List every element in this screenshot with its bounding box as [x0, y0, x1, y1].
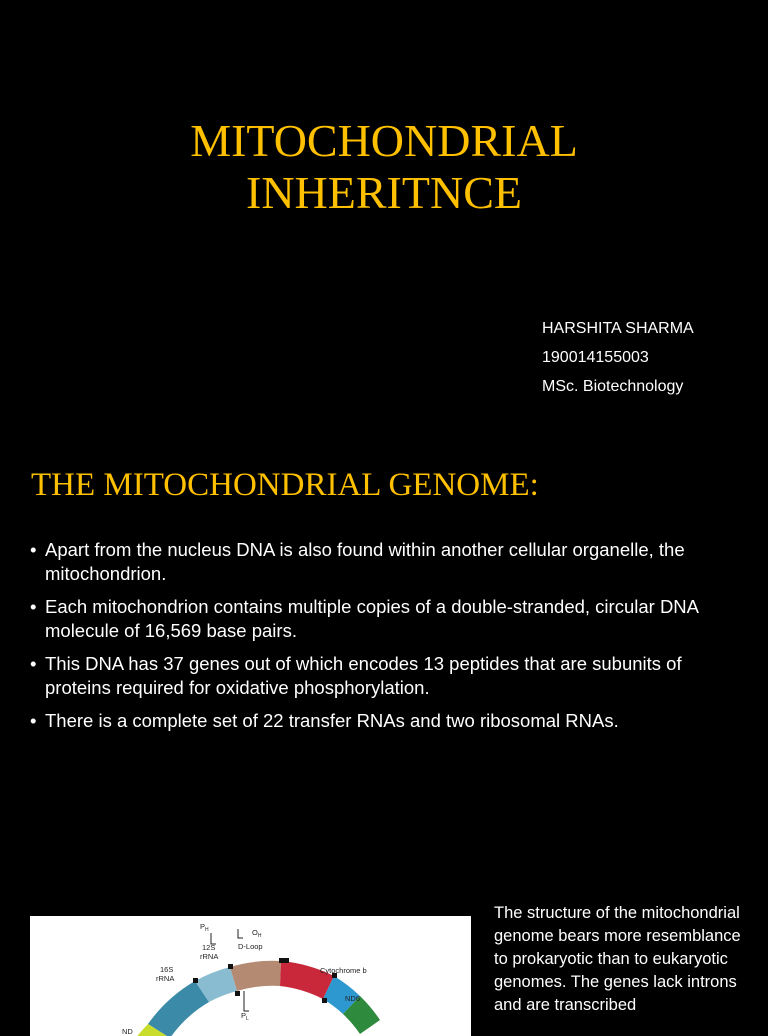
list-item	[30, 538, 745, 586]
bullet-icon: •	[30, 653, 37, 674]
author-course: MSc. Biotechnology	[542, 378, 684, 395]
pl-arrow-icon	[244, 991, 249, 1011]
mtdna-diagram	[30, 916, 471, 1036]
presentation-title	[0, 115, 768, 219]
pl-label: $P_L$	[241, 1011, 249, 1022]
rrna-16s-segment	[148, 981, 209, 1036]
rrna-12s-label-2: rRNA	[200, 952, 219, 961]
dloop-segment	[230, 961, 281, 991]
rrna-12s-label: 12S	[202, 943, 216, 952]
ph-label: $P_H$	[200, 922, 209, 933]
title-line-2: INHERITNCE	[246, 167, 522, 218]
trna-marker	[193, 978, 198, 983]
rrna-16s-label: 16S	[160, 965, 174, 974]
genome-structure-description: The structure of the mitochondrial genome bears more resemblance to prokaryotic than to eukaryotic genomes. The genes lack introns and are transcribed	[494, 904, 741, 1014]
list-item	[30, 652, 745, 700]
list-item	[30, 709, 745, 733]
cytochrome-b-label: Cytochrome b	[320, 966, 367, 975]
bullet-icon: •	[30, 539, 37, 560]
trna-marker	[322, 998, 327, 1003]
bullet-text: There is a complete set of 22 transfer RNAs and two ribosomal RNAs.	[45, 710, 619, 731]
bullet-text: Apart from the nucleus DNA is also found within another cellular organelle, the mitochondrion.	[45, 539, 685, 584]
bullet-list	[30, 538, 745, 742]
rrna-16s-label-2: rRNA	[156, 974, 175, 983]
bullet-text: Each mitochondrion contains multiple copies of a double-stranded, circular DNA molecule of 16,569 base pairs.	[45, 596, 698, 641]
genome-slide	[0, 440, 768, 860]
bullet-text: This DNA has 37 genes out of which encodes 13 peptides that are subunits of proteins required for oxidative phosphorylation.	[45, 653, 682, 698]
bullet-icon: •	[30, 596, 37, 617]
oh-label: $O_H$	[252, 928, 262, 939]
trna-marker	[279, 958, 284, 963]
mtdna-ring-svg	[30, 916, 471, 1036]
trna-marker	[228, 964, 233, 969]
bullet-icon: •	[30, 710, 37, 731]
nd-label: ND	[122, 1027, 133, 1036]
slide-title: THE MITOCHONDRIAL GENOME:	[31, 467, 539, 503]
oh-arrow-icon	[238, 929, 243, 938]
genome-structure-slide	[0, 860, 768, 1036]
list-item	[30, 595, 745, 643]
title-line-1: MITOCHONDRIAL	[190, 115, 578, 166]
trna-marker	[235, 991, 240, 996]
trna-marker	[284, 958, 289, 963]
title-slide	[0, 0, 768, 440]
author-block	[542, 314, 694, 401]
nd6-label: ND6	[345, 994, 361, 1003]
dloop-label: D-Loop	[238, 942, 263, 951]
author-name: HARSHITA SHARMA	[542, 320, 694, 337]
author-id: 190014155003	[542, 349, 649, 366]
